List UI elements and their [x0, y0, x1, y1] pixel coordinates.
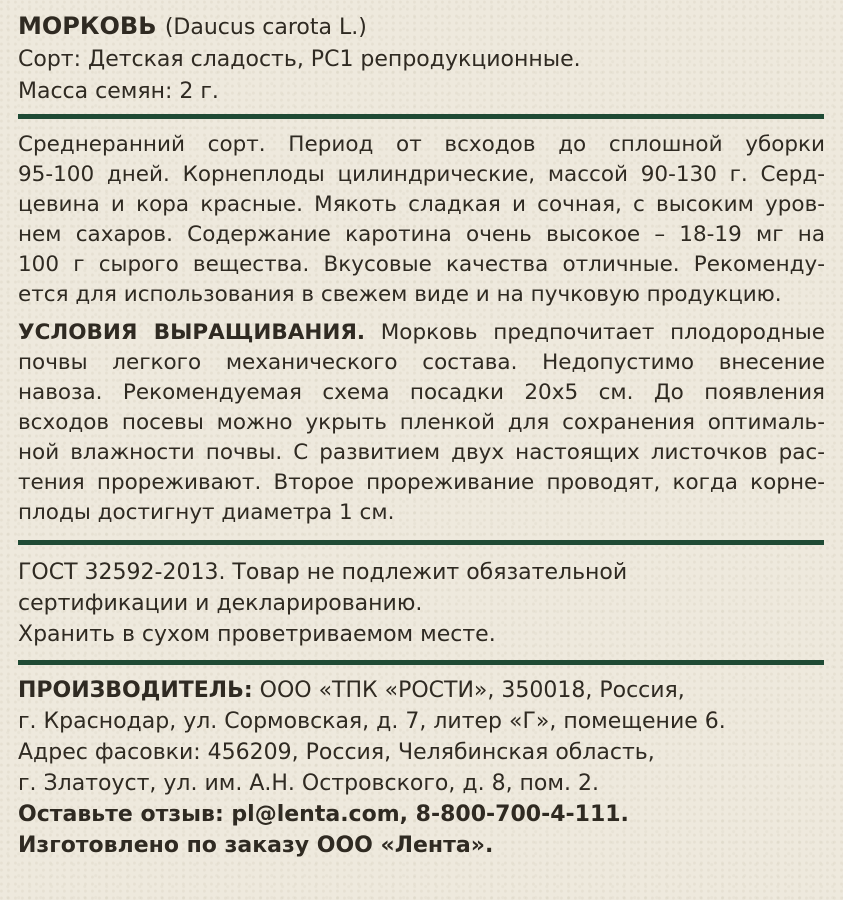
- description-line: Среднеранний сорт. Период от всходов до сплошной уборки: [18, 132, 825, 157]
- growing-conditions: [18, 310, 825, 540]
- product-header: [18, 0, 825, 108]
- conditions-line: тения прореживают. Второе прореживание проводят, когда корне-: [18, 470, 825, 495]
- manufacturer-block: [18, 665, 825, 861]
- variety-description: [18, 119, 825, 310]
- conditions-first-line: [18, 318, 825, 348]
- seed-mass-text: Масса семян: 2 г.: [18, 79, 219, 104]
- description-line: ется для использования в свежем виде и на пучковую продукцию.: [18, 282, 782, 307]
- conditions-text: Морковь предпочитает плодородные: [365, 320, 825, 345]
- conditions-line: ной влажности почвы. С развитием двух настоящих листочков рас-: [18, 440, 825, 465]
- product-title: [18, 10, 825, 44]
- storage-line: Хранить в сухом проветриваемом месте.: [18, 622, 496, 647]
- description-line: 95-100 дней. Корнеплоды цилиндрические, массой 90-130 г. Серд-: [18, 162, 825, 187]
- conditions-line: всходов посевы можно укрыть пленкой для сохранения оптималь-: [18, 410, 825, 435]
- product-name: МОРКОВЬ: [18, 12, 157, 40]
- description-line: 100 г сырого вещества. Вкусовые качества отличные. Рекоменду-: [18, 252, 825, 277]
- certification-line: сертификации и декларированию.: [18, 591, 423, 616]
- feedback-contact: Оставьте отзыв: pl@lenta.com, 8-800-700-4-111.: [18, 802, 629, 827]
- conditions-line: почвы легкого механического состава. Недопустимо внесение: [18, 350, 825, 375]
- manufacturer-address: г. Краснодар, ул. Сормовская, д. 7, литер «Г», помещение 6.: [18, 709, 726, 734]
- certification-block: [18, 545, 825, 660]
- packing-address: Адрес фасовки: 456209, Россия, Челябинская область,: [18, 740, 655, 765]
- manufacturer-line: [18, 675, 825, 706]
- description-line: цевина и кора красные. Мякоть сладкая и сочная, с высоким уров-: [18, 192, 825, 217]
- latin-name: (Daucus carota L.): [164, 15, 367, 40]
- manufacturer-name: ООО «ТПК «РОСТИ», 350018, Россия,: [252, 678, 685, 703]
- certification-line: ГОСТ 32592-2013. Товар не подлежит обязательной: [18, 560, 628, 585]
- made-for-line: Изготовлено по заказу ООО «Лента».: [18, 833, 494, 858]
- manufacturer-label: ПРОИЗВОДИТЕЛЬ:: [18, 678, 253, 703]
- description-line: нем сахаров. Содержание каротина очень высокое – 18-19 мг на: [18, 222, 825, 247]
- conditions-line: плоды достигнут диаметра 1 см.: [18, 500, 395, 525]
- conditions-line: навоза. Рекомендуемая схема посадки 20х5 см. До появления: [18, 380, 825, 405]
- variety-text: Сорт: Детская сладость, РС1 репродукционные.: [18, 47, 581, 72]
- conditions-heading: УСЛОВИЯ ВЫРАЩИВАНИЯ.: [18, 320, 366, 345]
- packing-address-cont: г. Златоуст, ул. им. А.Н. Островского, д. 8, пом. 2.: [18, 771, 599, 796]
